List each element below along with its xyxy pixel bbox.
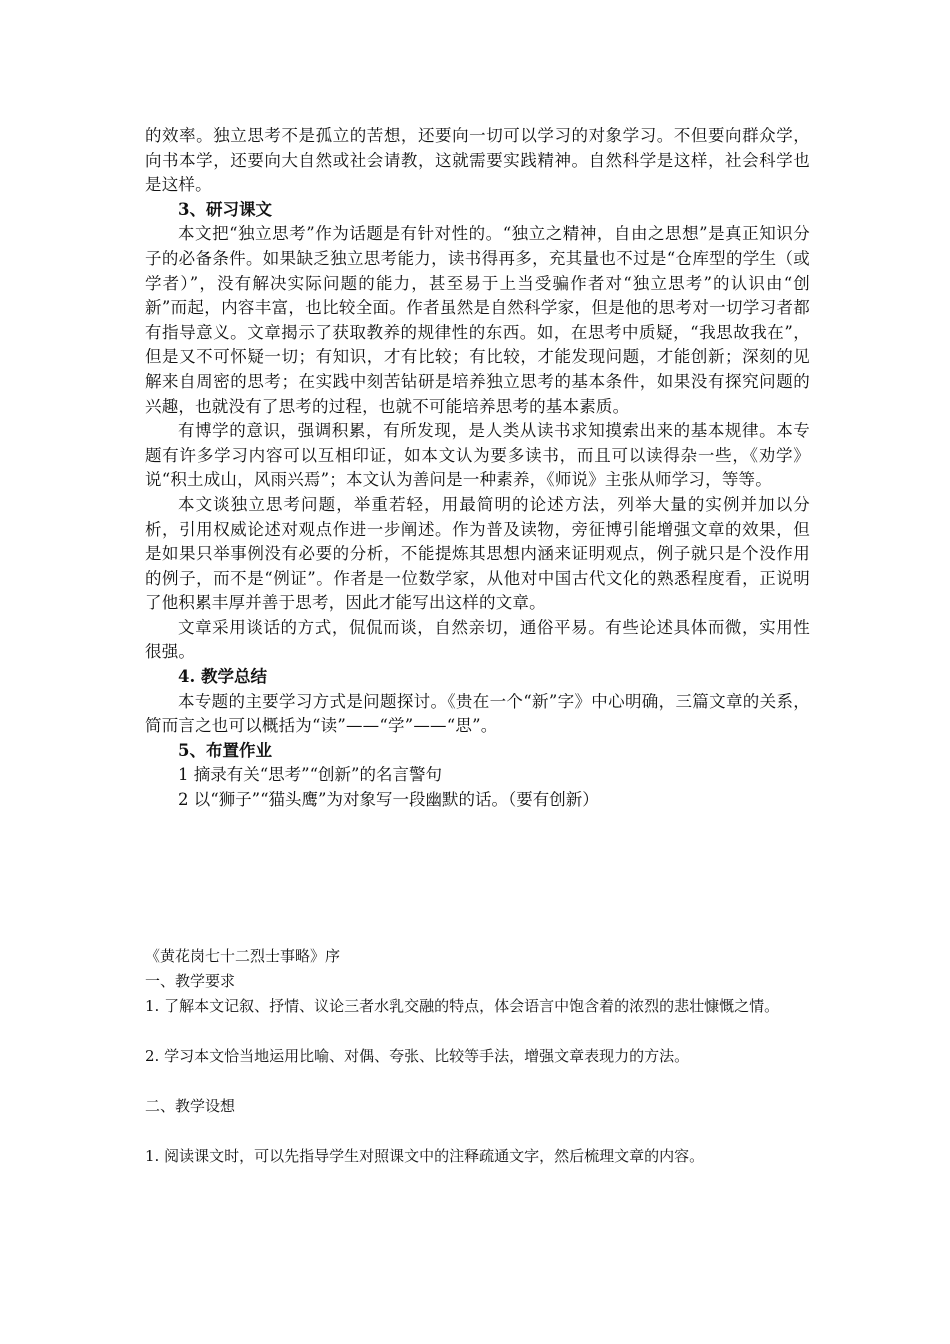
lesson-plan-section bbox=[145, 124, 810, 813]
design-heading: 二、教学设想 bbox=[145, 1097, 236, 1115]
paragraph-study-1: 本文把“独立思考”作为话题是有针对性的。“独立之精神，自由之思想”是真正知识分子的必备条件。如果缺乏独立思考能力，读书得再多，充其量也不过是“仓库型的学生（或学者）”，没有解决实际问题的能力，甚至易于上当受骗作者对“独立思考”的认识由“创新”而起，内容丰富，也比较全面。作者虽然是自然科学家，但是他的思考对一切学习者都有指导意义。文章揭示了获取教养的规律性的东西。如，在思考中质疑，“我思故我在”，但是又不可怀疑一切；有知识，才有比较；有比较，才能发现问题，才能创新；深刻的见解来自周密的思考；在实践中刻苦钻研是培养独立思考的基本条件，如果没有探究问题的兴趣，也就没有了思考的过程，也就不可能培养思考的基本素质。 bbox=[145, 224, 810, 416]
heading-study-text: 3、研习课文 bbox=[178, 199, 272, 219]
spacer bbox=[145, 1069, 810, 1094]
paragraph-continuation: 的效率。独立思考不是孤立的苦想，还要向一切可以学习的对象学习。不但要向群众学，向书本学，还要向大自然或社会请教，这就需要实践精神。自然科学是这样，社会科学也是这样。 bbox=[145, 126, 810, 195]
requirement-item-1: 1. 了解本文记叙、抒情、议论三者水乳交融的特点，体会语言中饱含着的浓烈的悲壮慷慨之情。 bbox=[145, 997, 780, 1015]
spacer bbox=[145, 1119, 810, 1144]
paragraph-summary: 本专题的主要学习方式是问题探讨。《贵在一个“新”字》中心明确，三篇文章的关系，简而言之也可以概括为“读”——“学”——“思”。 bbox=[145, 691, 810, 736]
paragraph-study-2: 有博学的意识，强调积累，有所发现，是人类从读书求知摸索出来的基本规律。本专题有许多学习内容可以互相印证，如本文认为要多读书，而且可以读得杂一些，《劝学》说“积土成山，风雨兴焉”；本文认为善问是一种素养，《师说》主张从师学习，等等。 bbox=[145, 421, 810, 490]
homework-item-1: 1 摘录有关“思考”“创新”的名言警句 bbox=[178, 765, 442, 785]
homework-item-2: 2 以“狮子”“猫头鹰”为对象写一段幽默的话。（要有创新） bbox=[178, 790, 599, 810]
lesson-title: 《黄花岗七十二烈士事略》序 bbox=[145, 947, 341, 965]
paragraph-study-3: 本文谈独立思考问题，举重若轻，用最简明的论述方法，列举大量的实例并加以分析，引用权威论述对观点作进一步阐述。作为普及读物，旁征博引能增强文章的效果，但是如果只举事例没有必要的分析，不能提炼其思想内涵来证明观点，例子就只是个没作用的例子，而不是“例证”。作者是一位数学家，从他对中国古代文化的熟悉程度看，正说明了他积累丰厚并善于思考，因此才能写出这样的文章。 bbox=[145, 494, 810, 613]
paragraph-study-4: 文章采用谈话的方式，侃侃而谈，自然亲切，通俗平易。有些论述具体而微，实用性很强。 bbox=[145, 617, 810, 662]
design-item-1: 1. 阅读课文时，可以先指导学生对照课文中的注释疏通文字，然后梳理文章的内容。 bbox=[145, 1147, 705, 1165]
heading-summary: 4. 教学总结 bbox=[178, 667, 267, 687]
huanghuagang-lesson-section bbox=[145, 944, 810, 1169]
spacer bbox=[145, 1019, 810, 1044]
requirement-item-2: 2. 学习本文恰当地运用比喻、对偶、夸张、比较等手法，增强文章表现力的方法。 bbox=[145, 1047, 690, 1065]
requirements-heading: 一、教学要求 bbox=[145, 972, 236, 990]
heading-homework: 5、布置作业 bbox=[178, 740, 272, 760]
